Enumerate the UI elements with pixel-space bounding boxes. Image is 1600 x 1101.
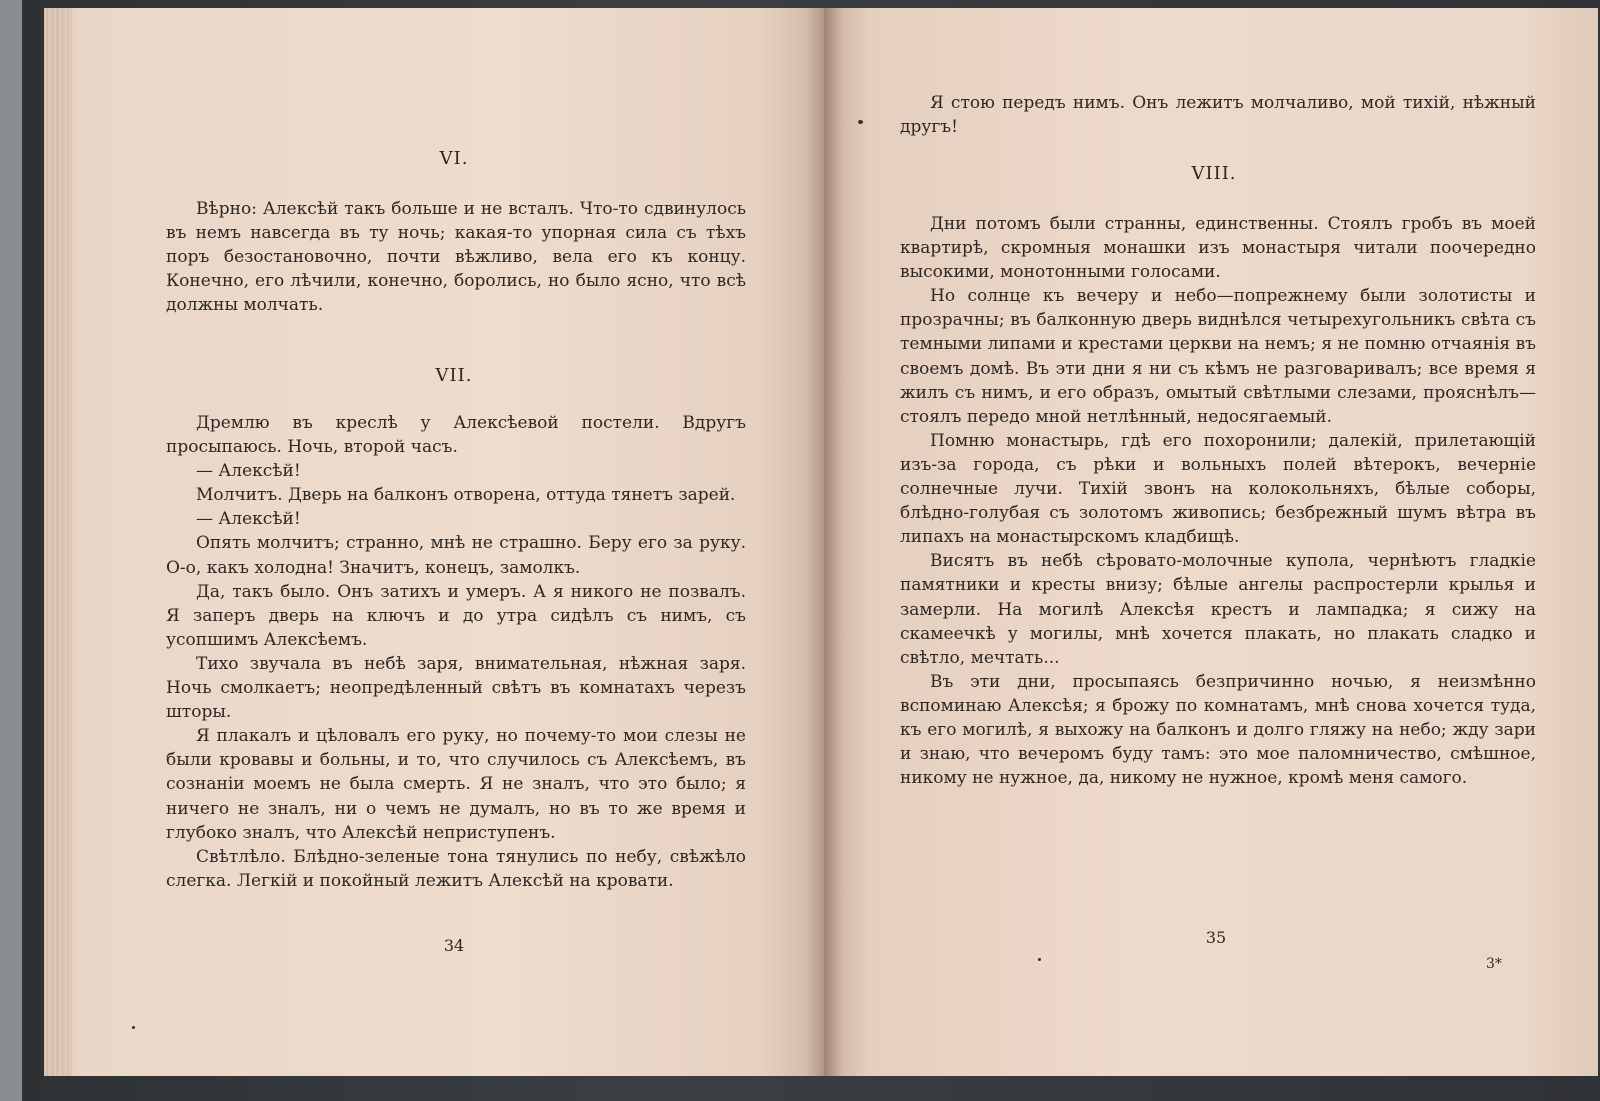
section-heading-vii: VII. xyxy=(435,365,473,386)
paragraph: Дремлю въ креслѣ у Алексѣевой постели. Вдругъ просыпаюсь. Ночь, второй часъ. xyxy=(166,413,746,458)
paragraph: Тихо звучала въ небѣ заря, внимательная, нѣжная заря. Ночь смолкаетъ; неопредѣленный свѣтъ въ комнатахъ черезъ шторы. xyxy=(166,653,746,723)
section-heading-viii: VIII. xyxy=(1191,163,1237,184)
paragraph: Молчитъ. Дверь на балконъ отворена, оттуда тянетъ зарей. xyxy=(196,485,736,506)
left-page xyxy=(44,8,824,1076)
book-gutter xyxy=(806,8,842,1076)
section-viii-text xyxy=(900,212,1536,790)
paragraph: Вѣрно: Алексѣй такъ больше и не всталъ. Что-то сдвинулось въ немъ навсегда въ ту ночь; какая-то упорная сила съ тѣхъ поръ безостановочно, почти вѣжливо, вела его къ концу. Конечно, его лѣчили, конечно, боролись, но было ясно, что всѣ должны молчать. xyxy=(166,199,746,316)
dialogue-line: — Алексѣй! xyxy=(196,461,301,482)
paragraph: Помню монастырь, гдѣ его похоронили; далекій, прилетающій изъ-за города, съ рѣки и вольныхъ полей вѣтерокъ, вечерніе солнечные лучи. Тихій звонъ на колокольняхъ, бѣлые соборы, блѣдно-голубая съ золотомъ живопись; безбрежный шумъ вѣтра въ липахъ на монастырскомъ кладбищѣ. xyxy=(900,430,1536,548)
signature-mark: 3* xyxy=(1486,956,1502,972)
paragraph: Въ эти дни, просыпаясь безпричинно ночью, я неизмѣнно вспоминаю Алексѣя; я брожу по комнатамъ, мнѣ снова хочется туда, къ его могилѣ, я выхожу на балконъ и долго гляжу на небо; жду зари и знаю, что вечеромъ буду тамъ: это мое паломничество, смѣшное, никому не нужное, да, никому не нужное, кромѣ меня самого. xyxy=(900,671,1536,789)
paper-speck xyxy=(858,120,863,124)
paragraph: Висятъ въ небѣ сѣровато-молочные купола, чернѣютъ гладкіе памятники и кресты внизу; бѣлые ангелы распростерли крылья и замерли. На могилѣ Алексѣя крестъ и лампадка; я сижу на скамеечкѣ у могилы, мнѣ хочется плакать, но плакать сладко и свѣтло, мечтать... xyxy=(900,551,1536,668)
paragraph: Дни потомъ были странны, единственны. Стоялъ гробъ въ моей квартирѣ, скромныя монашки изъ монастыря читали поочередно высокими, монотонными голосами. xyxy=(900,214,1536,283)
page-number-right: 35 xyxy=(1205,928,1227,947)
dialogue-line: — Алексѣй! xyxy=(196,509,301,530)
section-heading-vi: VI. xyxy=(439,148,469,169)
page-number-left: 34 xyxy=(443,936,465,955)
paper-speck xyxy=(132,1026,135,1029)
paragraph: Опять молчитъ; странно, мнѣ не страшно. Беру его за руку. О-о, какъ холодна! Значитъ, конецъ, замолкъ. xyxy=(166,533,746,578)
paragraph: Но солнце къ вечеру и небо—попрежнему были золотисты и прозрачны; въ балконную дверь виднѣлся четырехугольникъ свѣта съ темными липами и крестами церкви на немъ; я не помню отчаянія въ своемъ домѣ. Въ эти дни я ни съ кѣмъ не разговаривалъ; все время я жилъ съ нимъ, и его образъ, омытый свѣтлыми слезами, прояснѣлъ—стоялъ передо мной нетлѣнный, недосягаемый. xyxy=(900,286,1536,427)
right-page xyxy=(824,8,1598,1076)
paragraph: Я стою передъ нимъ. Онъ лежитъ молчаливо, мой тихій, нѣжный другъ! xyxy=(900,93,1536,138)
section-vi-text xyxy=(166,197,746,317)
opening-text xyxy=(900,91,1536,139)
section-vii-text xyxy=(166,411,746,893)
page-edges xyxy=(44,8,72,1076)
paragraph: Свѣтлѣло. Блѣдно-зеленые тона тянулись по небу, свѣжѣло слегка. Легкій и покойный лежитъ Алексѣй на кровати. xyxy=(166,846,746,891)
book-spread xyxy=(44,8,1598,1076)
paragraph: Да, такъ было. Онъ затихъ и умеръ. А я никого не позвалъ. Я заперъ дверь на ключъ и до утра сидѣлъ съ нимъ, съ усопшимъ Алексѣемъ. xyxy=(166,581,746,650)
paper-speck xyxy=(1038,958,1041,961)
paragraph: Я плакалъ и цѣловалъ его руку, но почему-то мои слезы не были кровавы и больны, и то, что случилось съ Алексѣемъ, въ сознаніи моемъ не была смерть. Я не зналъ, что это было; я ничего не зналъ, ни о чемъ не думалъ, но въ то же время и глубоко зналъ, что Алексѣй неприступенъ. xyxy=(166,726,746,843)
